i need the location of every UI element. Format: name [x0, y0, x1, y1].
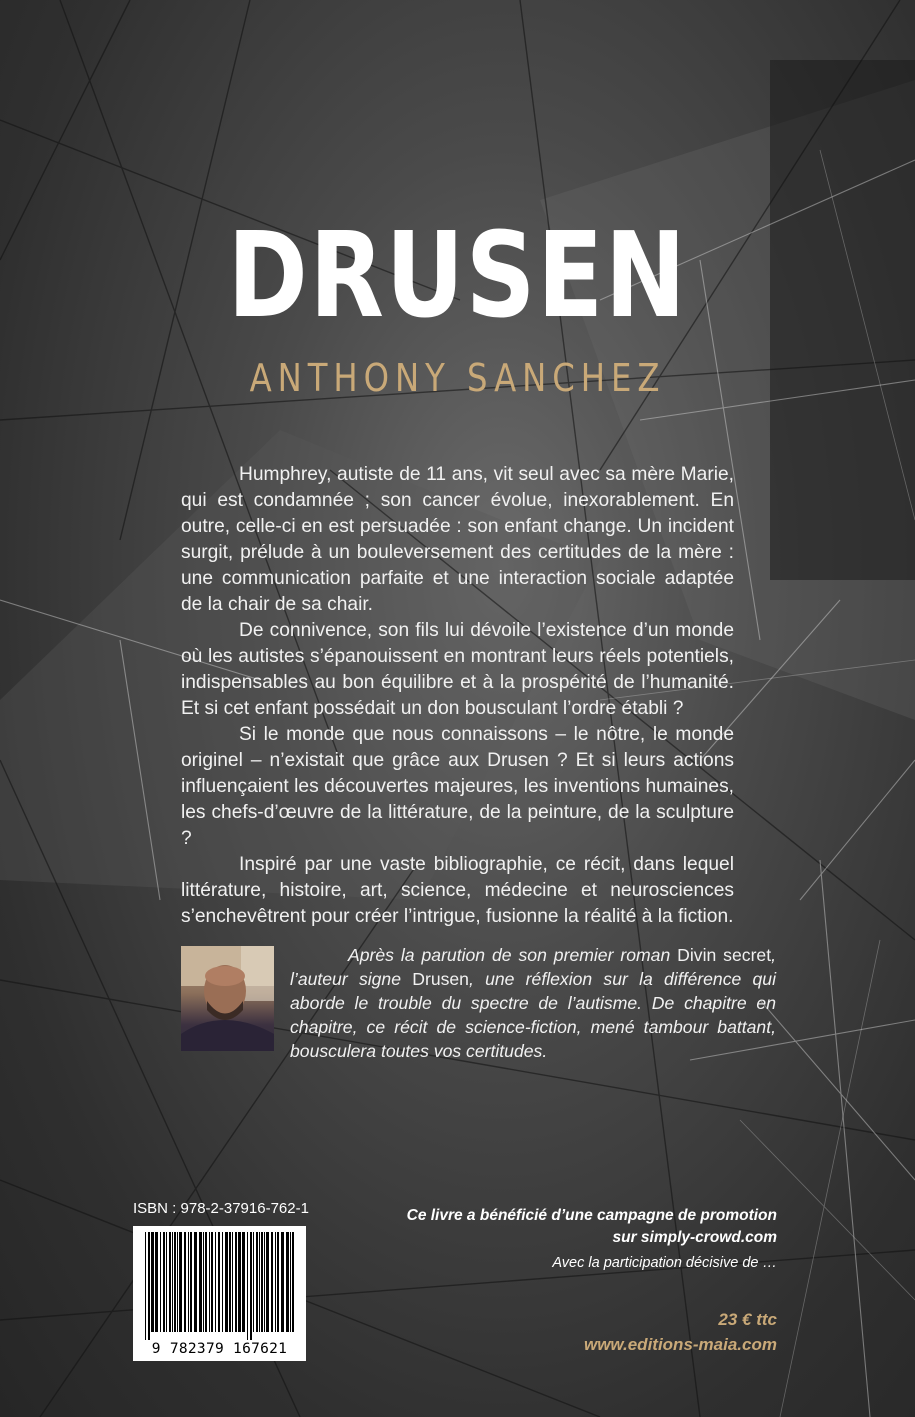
participation-note: Avec la participation décisive de … — [552, 1255, 777, 1271]
summary-paragraph: Humphrey, autiste de 11 ans, vit seul avec sa mère Marie, qui est condamnée ; son cancer évolue, inexorablement. En outre, celle-ci en est persuadée : son enfant change. Un incident surgit, prélude à un bouleversement des certitudes de la mère : une communication parfaite et une interaction sociale adaptée de la chair de sa chair. — [181, 464, 734, 615]
promotion-notice — [357, 1205, 777, 1249]
book-author: ANTHONY SANCHEZ — [249, 356, 666, 400]
publisher-website[interactable]: www.editions-maia.com — [583, 1335, 777, 1354]
barcode-digits: 9 782379 167621 — [151, 1341, 288, 1357]
price: 23 € ttc — [718, 1310, 777, 1329]
summary-paragraph: Inspiré par une vaste bibliographie, ce récit, dans lequel littérature, histoire, art, science, médecine et neurosciences s’enchevêtrent pour créer l’intrigue, fusionne la réalité à la fiction. — [181, 854, 734, 927]
author-portrait-icon — [181, 946, 274, 1051]
bio-text: , une réflexion sur la différence qui aborde le trouble du spectre de l’autisme. De chapitre en chapitre, ce récit de science-fiction, mené tambour battant, bousculera toutes vos certitudes. — [290, 969, 777, 1061]
bio-book-title: Divin secret — [677, 945, 772, 965]
bio-text: , l’auteur signe — [290, 945, 776, 989]
summary-paragraph: Si le monde que nous connaissons – le nôtre, le monde originel – n’existait que grâce aux Drusen ? Et si leurs actions influençaient les découvertes majeures, les inventions humaines, les chefs-d’œuvre de la littérature, de la peinture, de la sculpture ? — [181, 724, 734, 849]
book-summary — [181, 462, 734, 930]
summary-paragraph: De connivence, son fils lui dévoile l’existence d’un monde où les autistes s’épanouissent en montrant leurs réels potentiels, indispensables au bon équilibre et à la prospérité de l’humanité. Et si cet enfant possédait un don bousculant l’ordre établi ? — [181, 620, 734, 719]
book-title: DRUSEN — [227, 206, 688, 344]
isbn: ISBN : 978-2-37916-762-1 — [133, 1200, 309, 1217]
author-photo — [181, 946, 274, 1051]
bio-text: Après la parution de son premier roman — [348, 945, 678, 965]
promotion-line: sur simply-crowd.com — [612, 1229, 777, 1246]
promotion-line: Ce livre a bénéficié d’une campagne de promotion — [406, 1207, 777, 1224]
bio-book-title: Drusen — [412, 969, 469, 989]
barcode — [133, 1226, 306, 1361]
author-biography — [290, 943, 776, 1063]
